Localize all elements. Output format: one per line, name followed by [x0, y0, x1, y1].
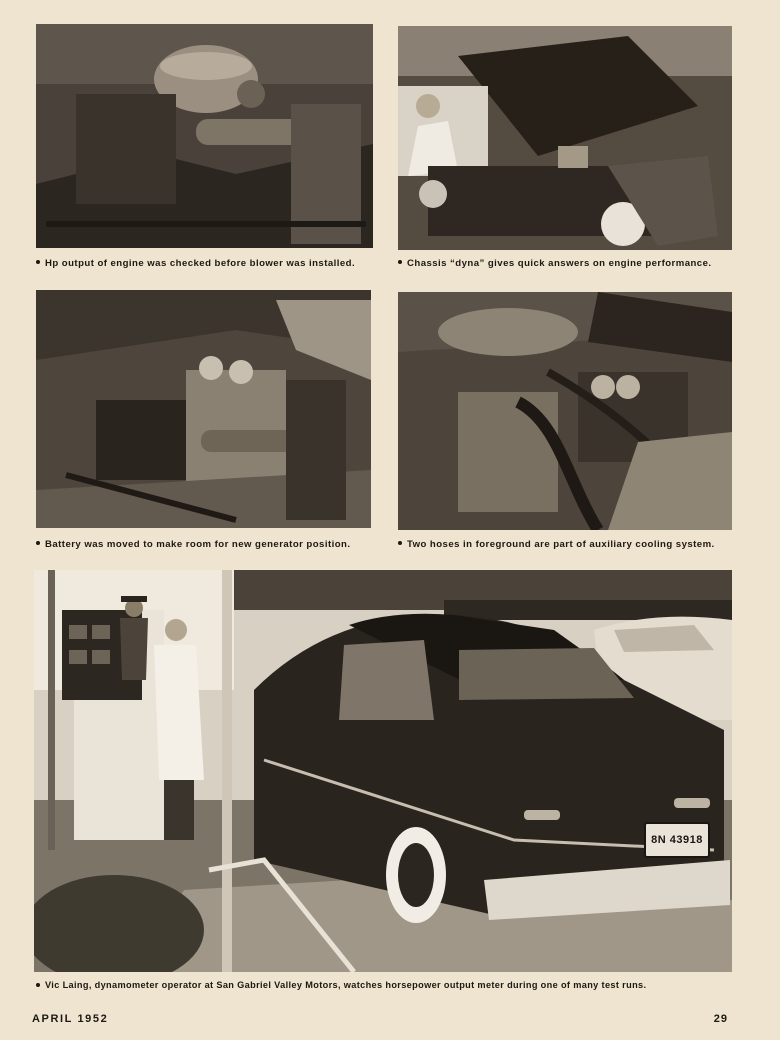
caption-photo-3 [36, 539, 350, 550]
footer-page-number: 29 [713, 1013, 728, 1025]
footer-issue-date: APRIL 1952 [32, 1013, 109, 1025]
bullet-icon [36, 983, 40, 987]
photo-dynamometer-test-run [34, 570, 732, 972]
caption-photo-4 [398, 539, 715, 550]
bullet-icon [398, 541, 402, 545]
photo-chassis-dyno [398, 26, 732, 250]
caption-photo-5 [36, 980, 646, 990]
license-plate-text: 8N 43918 [651, 834, 703, 846]
license-plate [644, 822, 710, 858]
caption-text: Hp output of engine was checked before blower was installed. [45, 258, 356, 269]
photo-battery-moved [36, 290, 371, 528]
photo-cooling-hoses [398, 292, 732, 530]
bullet-icon [36, 260, 40, 264]
caption-text: Chassis “dyna” gives quick answers on engine performance. [407, 258, 712, 269]
bullet-icon [36, 541, 40, 545]
caption-photo-1 [36, 258, 355, 269]
photo-engine-before-blower [36, 24, 373, 248]
bullet-icon [398, 260, 402, 264]
caption-photo-2 [398, 258, 712, 269]
caption-text: Two hoses in foreground are part of auxiliary cooling system. [407, 539, 715, 550]
caption-text: Battery was moved to make room for new generator position. [45, 539, 351, 550]
caption-text: Vic Laing, dynamometer operator at San Gabriel Valley Motors, watches horsepower output meter during one of many test runs. [45, 980, 647, 990]
